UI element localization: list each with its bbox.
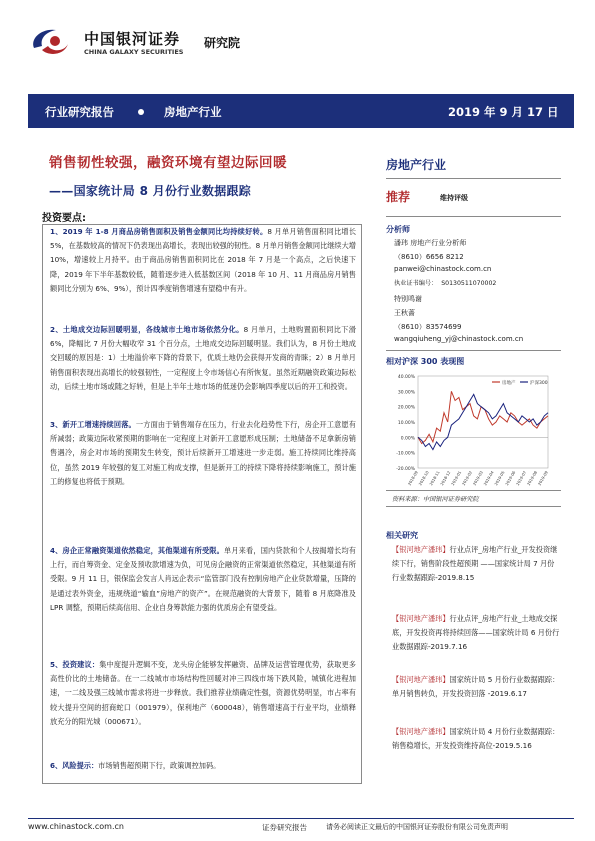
rating-note: 维持评级	[440, 194, 468, 202]
analyst-cert-label: 执业证书编号：	[394, 280, 438, 287]
brand-name-cn: 中国银河证券	[84, 30, 181, 48]
related-item-4[interactable]: 【银河地产潘玮】国家统计局 4 月份行业数据跟踪：销售稳增长，开发投资维持高位-2019.5.16	[392, 727, 560, 751]
related-item-3[interactable]: 【银河地产潘玮】国家统计局 5 月份行业数据跟踪：单月销售转负，开发投资回落 -2019.6.17	[392, 675, 560, 699]
report-subtitle: ——国家统计局 8 月份行业数据跟踪	[49, 184, 252, 198]
key-point-1-lead: 1、2019 年 1-8 月商品房销售面积及销售金额同比均持续好转。	[50, 227, 268, 236]
chart-series-line-1	[418, 394, 548, 449]
analyst-cert-number: S0130511070002	[441, 280, 497, 287]
related-tag: 【银河地产潘玮】	[392, 545, 450, 554]
chart-y-tick-label: 20.00%	[397, 405, 415, 411]
analyst-cert	[394, 278, 496, 287]
contributor-email[interactable]: wangqiuheng_yj@chinastock.com.cn	[394, 335, 524, 343]
sidebar-divider	[386, 506, 561, 507]
key-point-2-text: 8 月单月，土地购置面积同比下滑 6%，降幅比 7 月份大幅收窄 31 个百分点，土地成交边际回暖明显。我们认为，8 月份土地成交回暖的原因是：1）土地溢价率下降的背景下，优质土地仍会获得开发商的青睐；2）8 月单月销售面积表现出高增长的较强韧性，一定程度上令市场信心有所恢复。虽然近期融资政策边际松动，后续土地市场或随之好转，但是上半年土地市场的低迷仍会影响四季度以后的开工和投资。	[50, 325, 356, 391]
chart-x-tick-label: 2019-04	[482, 470, 495, 486]
key-point-6-text: 市场销售超预期下行，政策调控加码。	[98, 761, 221, 770]
related-item-1[interactable]: 【银河地产潘玮】行业点评_房地产行业_开发投资继续下行，销售阶段性超预期 ——国家统计局 7 月份行业数据跟踪-2019.8.15	[392, 545, 558, 583]
chart-x-tick-label: 2018-09	[406, 470, 419, 486]
key-point-4-text: 单月来看，国内贷款和个人按揭增长均有上行，而自筹资金、定金及预收款增速为负，可见房企融资的正常渠道依然稳定，其他渠道有所受限。9 月 11 日，银保监会发言人肖远企表示“监管部门没有控制房地产企业贷款增量，压降的是通过表外资金，违规绕道“输血”房地产的资产”。在规范融资的大背景下，随着 8 月底降准及 LPR 调整，预期后续高信用、企业自身筹款能力强的优质房企有望受益。	[50, 546, 356, 612]
related-tag: 【银河地产潘玮】	[392, 727, 450, 736]
analyst-name: 潘玮 房地产行业分析师	[394, 239, 467, 247]
key-points-heading: 投资要点:	[42, 213, 86, 224]
key-point-2-lead: 2、土地成交边际回暖明显，各线城市土地市场依然分化。	[50, 325, 244, 334]
key-point-6-lead: 6、风险提示：	[50, 761, 99, 770]
chart-x-tick-label: 2019-08	[525, 470, 539, 486]
related-tag: 【银河地产潘玮】	[392, 614, 450, 623]
key-point-3-lead: 3、新开工增速持续回落。	[50, 420, 136, 429]
related-item-2[interactable]: 【银河地产潘玮】行业点评_房地产行业_土地成交探底，开发投资再将持续回落——国家统计局 6 月份行业数据跟踪-2019.7.16	[392, 614, 560, 652]
chart-x-tick-label: 2018-11	[428, 470, 441, 486]
header-industry: 房地产行业	[164, 105, 222, 119]
key-point-4	[50, 544, 356, 615]
chart-y-tick-label: -20.00%	[396, 467, 415, 472]
chart-y-tick-label: 40.00%	[397, 375, 415, 380]
brand-name-en: CHINA GALAXY SECURITIES	[84, 48, 184, 56]
chart-x-tick-label: 2019-02	[460, 470, 474, 486]
report-title: 销售韧性较强，融资环境有望边际回暖	[49, 155, 287, 171]
chart-series-line-0	[418, 391, 548, 443]
contributor-name: 王秋蔷	[394, 309, 415, 317]
key-point-2	[50, 323, 356, 394]
footer-disclaimer: 请务必阅读正文最后的中国银河证券股份有限公司免责声明	[326, 823, 508, 831]
chart-y-tick-label: 30.00%	[397, 390, 415, 396]
chart-x-tick-label: 2018-12	[439, 470, 452, 486]
key-point-1	[50, 225, 356, 296]
chart-x-tick-label: 2019-01	[449, 470, 463, 486]
analyst-phone: （8610）6656 8212	[394, 253, 464, 261]
department-name: 研究院	[204, 36, 241, 50]
footer-divider	[28, 818, 574, 819]
chart-x-tick-label: 2019-07	[514, 470, 528, 486]
chart-y-tick-label: 10.00%	[397, 421, 415, 426]
related-heading: 相关研究	[386, 531, 418, 540]
chart-legend-label: 沪深300	[530, 381, 548, 386]
chart-heading: 相对沪深 300 表现图	[386, 357, 465, 366]
footer-doc-type: 证券研究报告	[262, 823, 307, 832]
key-point-5-lead: 5、投资建议：	[50, 660, 100, 669]
chart-plot-area	[418, 376, 548, 468]
chart-x-tick-label: 2019-06	[504, 470, 517, 486]
chart-x-tick-label: 2019-09	[536, 470, 549, 486]
key-point-4-lead: 4、房企正常融资渠道依然稳定，其他渠道有所受限。	[50, 546, 224, 555]
chart-x-tick-label: 2019-03	[471, 470, 484, 486]
key-point-5-text: 集中度提升逻辑不变，龙头房企能够发挥融资、品牌及运营管理优势，获取更多高性价比的土地储备。在一二线城市市场结构性回暖对冲三四线市场下跌风险，城镇化进程加速，一二线及强三线城市需求将进一步释放。我们推荐业绩确定性强，资源优势明显，市占率有较大提升空间的招商蛇口（001979），保利地产（600048），销售增速高于行业平均，业绩释放充分的阳光城（000671）。	[50, 660, 356, 726]
key-point-1-text: 8 月单月销售面积同比增长 5%，在基数较高的情况下仍表现出高增长，表现出较强的韧性。8 月单月销售金额同比继续大增 10%，增速较上月持平。由于商品房销售面积同比在 2018 年 7 月是一个高点，之后快速下降，2019 年下半年基数较低，随着逐步进入低基数区间（2018 年 10 月、11 月商品房月销售额同比分别为 6%、9%），预计四季度销售增速有望稳中有升。	[50, 227, 357, 293]
key-point-5	[50, 658, 356, 729]
chart-legend-label: 房地产	[502, 381, 516, 386]
sidebar-divider	[386, 490, 561, 491]
key-point-3	[50, 418, 356, 489]
contributor-heading: 特别鸣谢	[394, 295, 422, 303]
chart-x-tick-label: 2019-05	[493, 470, 506, 486]
sidebar-divider	[386, 350, 561, 351]
sidebar-divider	[386, 216, 561, 217]
separator-dot-icon	[138, 109, 144, 115]
sidebar-divider	[386, 178, 561, 179]
company-logo-icon	[28, 26, 72, 60]
key-point-3-text: 一方面由于销售端存在压力，行业去化趋势性下行，房企开工意愿有所减弱；政策边际收紧预期的影响在一定程度上对新开工意愿形成压制；土地储备不足拿新房销售遇冷，房企对市场的预期发生转变，预计后续新开工增速进一步走弱。施工持续同比维持高位，虽然 2019 年较强的复工对施工构成支撑，但是新开工的持续下降将持续影响施工，预计施工的修复也将低于预期。	[50, 420, 356, 486]
rating: 推荐	[386, 190, 411, 204]
related-tag: 【银河地产潘玮】	[392, 675, 450, 684]
analyst-email[interactable]: panwei@chinastock.com.cn	[394, 265, 492, 273]
footer-url[interactable]: www.chinastock.com.cn	[28, 822, 124, 831]
chart-y-tick-label: -10.00%	[396, 451, 415, 457]
report-date: 2019 年 9 月 17 日	[448, 105, 559, 119]
report-type: 行业研究报告	[45, 105, 114, 119]
key-point-6	[50, 759, 356, 773]
relative-performance-chart	[388, 368, 558, 486]
chart-source: 资料来源：中国银河证券研究院	[392, 496, 479, 503]
analyst-heading: 分析师	[386, 225, 410, 234]
contributor-phone: （8610）83574699	[394, 323, 462, 331]
chart-y-tick-label: 0.00%	[400, 436, 415, 442]
chart-x-tick-label: 2018-10	[417, 470, 430, 486]
sidebar-industry: 房地产行业	[386, 158, 447, 172]
